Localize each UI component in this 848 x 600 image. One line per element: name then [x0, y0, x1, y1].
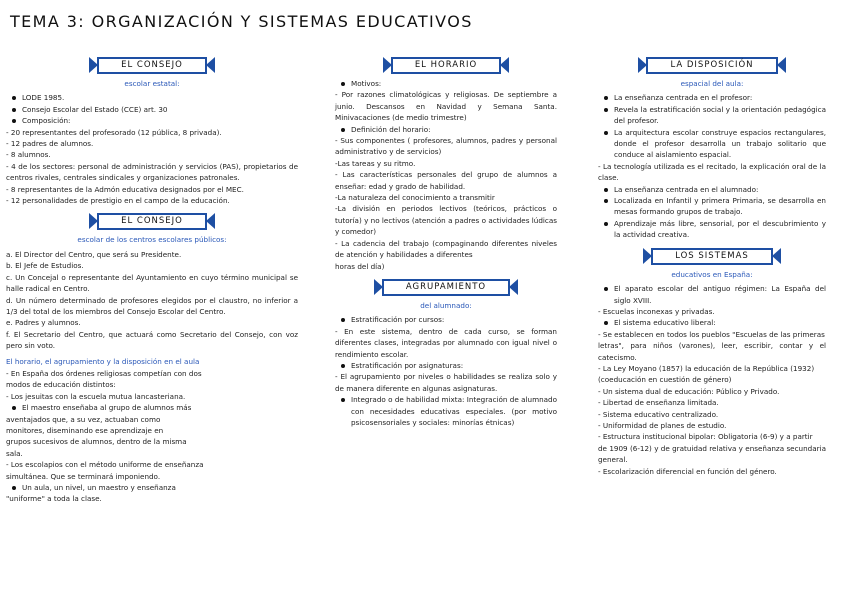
subheading: espacial del aula: — [680, 79, 744, 88]
ribbon-el-consejo-centros — [6, 212, 298, 229]
subheading: escolar estatal: — [124, 79, 180, 88]
text-line: - Las características personales del grupo de alumnos a enseñar: edad y grado de habilidad. — [335, 170, 557, 191]
text-line: - 8 alumnos. — [6, 150, 51, 160]
text-line: grupos sucesivos de alumnos, dentro de la misma — [6, 437, 187, 447]
text-line: -La división en periodos lectivos (teóricos, prácticos o tutoría) y no lectivos (atención a padres o actividades lúdicas y comedor) — [335, 204, 557, 237]
text-line: aventajados que, a su vez, actuaban como — [6, 414, 161, 424]
text-line: - Escolarización diferencial en función del género. — [598, 466, 777, 476]
ribbon-label: EL HORARIO — [391, 57, 501, 74]
text-line: - Los escolapios con el método uniforme de enseñanza — [6, 460, 204, 470]
list-item: Consejo Escolar del Estado (CCE) art. 30 — [6, 104, 298, 115]
list-item: La enseñanza centrada en el alumnado: — [598, 184, 826, 195]
text-line: - Sistema educativo centralizado. — [598, 409, 719, 419]
list-item: Estratificación por cursos: — [335, 314, 557, 325]
column-middle — [335, 56, 557, 428]
list-item: Definición del horario: — [335, 124, 557, 135]
text-line: - Sus componentes ( profesores, alumnos, padres y personal administrativo y de servicios) — [335, 136, 557, 157]
list-item: LODE 1985. — [6, 92, 298, 103]
text-line: simultánea. Que se terminará imponiendo. — [6, 471, 161, 481]
column-left — [6, 56, 298, 505]
text-line: - En España dos órdenes religiosas competían con dos — [6, 368, 202, 378]
text-line: - El agrupamiento por niveles o habilidades se realiza solo y de manera diferente en algunas asignaturas. — [335, 372, 557, 393]
text-line: e. Padres y alumnos. — [6, 318, 81, 328]
list-item: Integrado o de habilidad mixta: Integración de alumnado con necesidades educativas especiales. (por motivo psicosensoriales y sociales: minorías étnicas) — [335, 394, 557, 428]
text-line: - En este sistema, dentro de cada curso, se forman diferentes clases, integradas por alumnado con igual nivel o rendimiento escolar. — [335, 326, 557, 359]
text-line: - Libertad de enseñanza limitada. — [598, 398, 719, 408]
text-line: - La cadencia del trabajo (compaginando diferentes niveles de atención y habilidades a diferentes — [335, 238, 557, 260]
text-line: d. Un número determinado de profesores elegidos por el claustro, no inferior a 1/3 del total de los miembros del Consejo Escolar del Centro. — [6, 295, 298, 316]
ribbon-la-disposicion — [598, 56, 826, 73]
text-line: - 4 de los sectores: personal de administración y servicios (PAS), propietarios de centros rivales, centrales sindicales y organizaciones patronales. — [6, 161, 298, 183]
text-line: de 1909 (6-12) y de gratuidad relativa y enseñanza secundaria general. — [598, 443, 826, 465]
subheading-horario-agrupamiento: El horario, el agrupamiento y la disposición en el aula — [6, 356, 200, 366]
text-line: - 20 representantes del profesorado (12 pública, 8 privada). — [6, 127, 222, 137]
text-line: - 12 padres de alumnos. — [6, 139, 94, 149]
text-line: monitores, diseminando ese aprendizaje en — [6, 425, 164, 435]
ribbon-label: LOS SISTEMAS — [651, 248, 773, 265]
list-item: El maestro enseñaba al grupo de alumnos más — [6, 402, 298, 413]
text-line: modos de educación distintos: — [6, 380, 116, 390]
list-item: Aprendizaje más libre, sensorial, por el descubrimiento y la actividad creativa. — [598, 218, 826, 241]
list-item: La arquitectura escolar construye espacios rectangulares, donde el profesor desarrolla un trabajo solitario que conduce al aislamiento espacial. — [598, 127, 826, 161]
list-item: Revela la estratificación social y la orientación pedagógica del profesor. — [598, 104, 826, 127]
ribbon-label: LA DISPOSICIÓN — [646, 57, 777, 74]
ribbon-agrupamiento — [335, 278, 557, 295]
column-right — [598, 56, 826, 477]
text-line: - Escuelas inconexas y privadas. — [598, 306, 715, 316]
ribbon-el-consejo-estatal — [6, 56, 298, 73]
text-line: a. El Director del Centro, que será su Presidente. — [6, 249, 182, 259]
text-line: -La naturaleza del conocimiento a transmitir — [335, 193, 495, 203]
list-item: La enseñanza centrada en el profesor: — [598, 92, 826, 103]
ribbon-el-horario — [335, 56, 557, 73]
text-line: - Los jesuitas con la escuela mutua lancasteriana. — [6, 391, 186, 401]
list-item: Motivos: — [335, 78, 557, 89]
text-line: - Se establecen en todos los pueblos "Escuelas de las primeras — [598, 329, 825, 339]
text-line: "uniforme" a toda la clase. — [6, 494, 102, 504]
list-item: Estratificación por asignaturas: — [335, 360, 557, 371]
text-line: b. El Jefe de Estudios. — [6, 261, 84, 271]
subheading: escolar de los centros escolares públicos: — [77, 235, 227, 245]
text-line: - Estructura institucional bipolar: Obligatoria (6-9) y a partir — [598, 432, 813, 442]
text-line: c. Un Concejal o representante del Ayuntamiento en cuyo término municipal se halle radical en Centro. — [6, 272, 298, 294]
text-line: - 12 personalidades de prestigio en el campo de la educación. — [6, 196, 230, 206]
text-line: -Las tareas y su ritmo. — [335, 158, 416, 168]
text-line: - 8 representantes de la Admón educativa designados por el MEC. — [6, 184, 244, 194]
list-item: Composición: — [6, 115, 298, 126]
text-line: (coeducación en cuestión de género) — [598, 375, 732, 385]
ribbon-label: EL CONSEJO — [97, 57, 207, 74]
text-line: - La tecnología utilizada es el recitado, la explicación oral de la clase. — [598, 161, 826, 183]
text-line: - Por razones climatológicas y religiosas. De septiembre a junio. Descansos en Navidad y Semana Santa. Minivacaciones (de medio trimestre) — [335, 90, 557, 123]
list-item: Un aula, un nivel, un maestro y enseñanza — [6, 482, 298, 493]
text-line: sala. — [6, 448, 23, 458]
list-item: Localizada en Infantil y primera Primaria, se desarrolla en mesas formando grupos de trabajo. — [598, 195, 826, 218]
text-line: - Uniformidad de planes de estudio. — [598, 420, 727, 430]
ribbon-label: AGRUPAMIENTO — [382, 279, 510, 296]
list-item: El sistema educativo liberal: — [598, 317, 826, 328]
ribbon-los-sistemas — [598, 247, 826, 264]
text-line: f. El Secretario del Centro, que actuará como Secretario del Consejo, con voz pero sin voto. — [6, 329, 298, 351]
ribbon-label: EL CONSEJO — [97, 213, 207, 230]
subheading: educativos en España: — [671, 269, 753, 279]
page-title: TEMA 3: ORGANIZACIÓN Y SISTEMAS EDUCATIVOS — [10, 12, 473, 31]
subheading: del alumnado: — [420, 300, 472, 310]
list-item: El aparato escolar del antiguo régimen: La España del siglo XVIII. — [598, 283, 826, 306]
text-line: - Un sistema dual de educación: Público y Privado. — [598, 386, 780, 396]
text-line: horas del día) — [335, 261, 385, 271]
text-line: - La Ley Moyano (1857) la educación de la República (1932) — [598, 363, 815, 373]
text-line: letras", para niños (varones), leer, escribir, contar y el catecismo. — [598, 341, 826, 362]
